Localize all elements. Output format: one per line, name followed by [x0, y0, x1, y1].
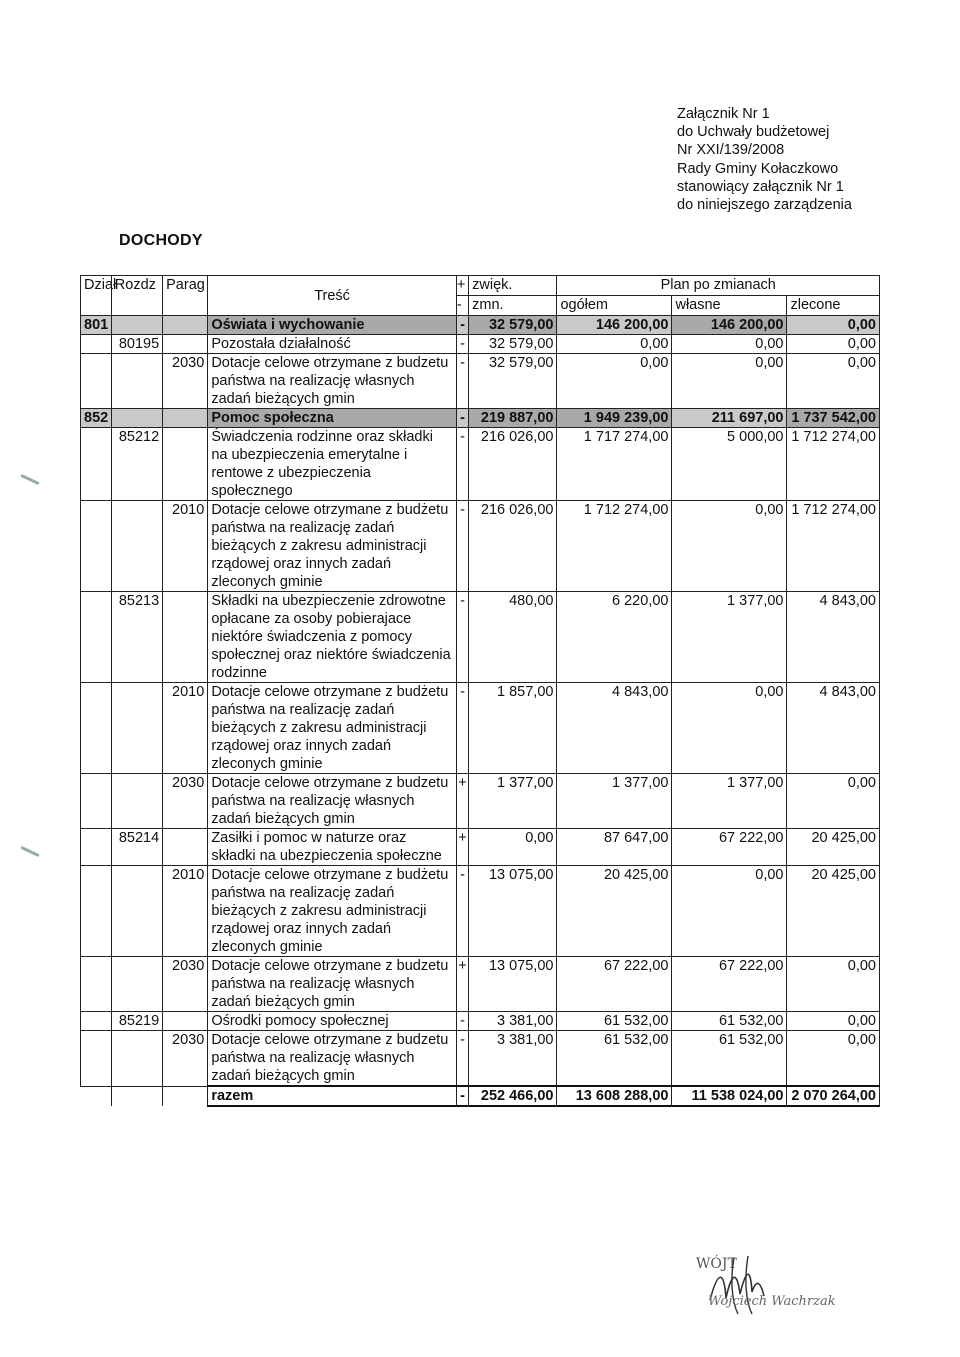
header-line: Załącznik Nr 1 [677, 106, 770, 122]
cell-dzial [81, 829, 112, 866]
cell-zmiana: 32 579,00 [469, 354, 557, 409]
cell-zlecone: 0,00 [787, 335, 880, 354]
table-row [81, 592, 880, 683]
cell-wlasne: 0,00 [672, 335, 787, 354]
table-row [81, 957, 880, 1012]
cell-parag: 2030 [163, 774, 208, 829]
table-row [81, 829, 880, 866]
document-title: DOCHODY [119, 232, 203, 249]
col-header-parag: Parag [163, 276, 208, 316]
header-line: do Uchwały budżetowej [677, 124, 830, 141]
cell-zlecone: 4 843,00 [787, 592, 880, 683]
total-zmiana: 252 466,00 [469, 1086, 557, 1106]
cell-wlasne: 146 200,00 [672, 316, 787, 335]
cell-ogolem: 1 712 274,00 [557, 501, 672, 592]
cell-zmiana: 1 377,00 [469, 774, 557, 829]
cell-parag: 2010 [163, 683, 208, 774]
cell-ogolem: 67 222,00 [557, 957, 672, 1012]
cell-zmiana: 480,00 [469, 592, 557, 683]
cell-dzial [81, 501, 112, 592]
cell-wlasne: 0,00 [672, 501, 787, 592]
total-wlasne: 11 538 024,00 [672, 1086, 787, 1106]
table-row [81, 683, 880, 774]
cell-parag: 2030 [163, 957, 208, 1012]
cell-ogolem: 1 717 274,00 [557, 428, 672, 501]
cell-zlecone: 0,00 [787, 774, 880, 829]
cell-zlecone: 0,00 [787, 1031, 880, 1087]
cell-ogolem: 61 532,00 [557, 1012, 672, 1031]
cell-parag: 2030 [163, 1031, 208, 1087]
cell-tresc: Dotacje celowe otrzymane z budżetu państwa na realizację zadań bieżących z zakresu administracji rządowej oraz innych zadań zleconych gminie [208, 683, 457, 774]
cell-wlasne: 0,00 [672, 683, 787, 774]
cell-sign: - [456, 335, 468, 354]
signature-title: WÓJT [696, 1256, 737, 1272]
cell-tresc: Pomoc społeczna [208, 409, 457, 428]
cell-sign: - [456, 501, 468, 592]
cell-zmiana: 3 381,00 [469, 1031, 557, 1087]
cell-sign: + [456, 829, 468, 866]
cell-rozdz: 85214 [111, 829, 162, 866]
cell-rozdz [111, 957, 162, 1012]
total-ogolem: 13 608 288,00 [557, 1086, 672, 1106]
signature-name: Wojciech Wachrzak [708, 1294, 836, 1309]
table-row [81, 501, 880, 592]
cell-wlasne: 0,00 [672, 354, 787, 409]
cell-ogolem: 87 647,00 [557, 829, 672, 866]
cell-tresc: Dotacje celowe otrzymane z budzetu państwa na realizację własnych zadań bieżących gmin [208, 354, 457, 409]
cell-wlasne: 67 222,00 [672, 829, 787, 866]
cell-zmiana: 32 579,00 [469, 316, 557, 335]
cell-sign: - [456, 683, 468, 774]
cell-ogolem: 61 532,00 [557, 1031, 672, 1087]
header-line: Rady Gminy Kołaczkowo [677, 160, 839, 177]
cell-sign: - [456, 428, 468, 501]
cell-zlecone: 1 712 274,00 [787, 501, 880, 592]
cell-rozdz [111, 1031, 162, 1087]
table-row-total [81, 1086, 880, 1106]
cell-parag: 2010 [163, 501, 208, 592]
cell-zmiana: 13 075,00 [469, 866, 557, 957]
header-row-1 [81, 276, 880, 296]
cell-sign: - [456, 1012, 468, 1031]
cell-wlasne: 0,00 [672, 866, 787, 957]
cell-dzial [81, 592, 112, 683]
cell-rozdz [111, 866, 162, 957]
cell-wlasne: 61 532,00 [672, 1031, 787, 1087]
cell-tresc: Świadczenia rodzinne oraz składki na ubezpieczenia emerytalne i rentowe z ubezpieczenia społecznego [208, 428, 457, 501]
cell-rozdz: 80195 [111, 335, 162, 354]
cell-parag: 2030 [163, 354, 208, 409]
cell-wlasne: 61 532,00 [672, 1012, 787, 1031]
cell-dzial: 852 [81, 409, 112, 428]
attachment-header [677, 105, 947, 214]
cell-ogolem: 1 949 239,00 [557, 409, 672, 428]
cell-sign: - [456, 592, 468, 683]
col-header-plus: + [456, 276, 468, 296]
cell-zmiana: 0,00 [469, 829, 557, 866]
cell-tresc: Dotacje celowe otrzymane z budżetu państwa na realizację zadań bieżących z zakresu administracji rządowej oraz innych zadań zleconych gminie [208, 501, 457, 592]
cell-sign: - [456, 866, 468, 957]
cell-zlecone: 4 843,00 [787, 683, 880, 774]
cell-tresc: Dotacje celowe otrzymane z budzetu państwa na realizację własnych zadań bieżących gmin [208, 957, 457, 1012]
cell-ogolem: 6 220,00 [557, 592, 672, 683]
cell-tresc: Dotacje celowe otrzymane z budzetu państwa na realizację własnych zadań bieżących gmin [208, 774, 457, 829]
cell-zlecone: 0,00 [787, 1012, 880, 1031]
cell-zlecone: 0,00 [787, 957, 880, 1012]
cell-sign: - [456, 316, 468, 335]
header-line: do niniejszego zarządzenia [677, 197, 852, 214]
cell-empty [111, 1086, 162, 1106]
table-row [81, 774, 880, 829]
cell-dzial [81, 774, 112, 829]
total-sign: - [456, 1086, 468, 1106]
table-row [81, 354, 880, 409]
cell-zmiana: 216 026,00 [469, 428, 557, 501]
cell-ogolem: 1 377,00 [557, 774, 672, 829]
cell-wlasne: 1 377,00 [672, 592, 787, 683]
cell-parag [163, 592, 208, 683]
cell-ogolem: 0,00 [557, 335, 672, 354]
cell-dzial [81, 354, 112, 409]
col-header-dzial: Dział [81, 276, 112, 316]
cell-rozdz [111, 316, 162, 335]
cell-dzial [81, 335, 112, 354]
col-header-zmn: zmn. [469, 296, 557, 316]
cell-dzial [81, 683, 112, 774]
cell-tresc: Składki na ubezpieczenie zdrowotne opłacane za osoby pobierajace niektóre świadczenia z pomocy społecznej oraz niektóre świadczenia rodzinne [208, 592, 457, 683]
table-row [81, 428, 880, 501]
cell-rozdz [111, 774, 162, 829]
header-line: stanowiący załącznik Nr 1 [677, 178, 844, 195]
cell-rozdz: 85219 [111, 1012, 162, 1031]
col-header-tresc: Treść [208, 276, 457, 316]
col-header-plan: Plan po zmianach [557, 276, 880, 296]
cell-zlecone: 0,00 [787, 354, 880, 409]
cell-parag [163, 335, 208, 354]
cell-sign: - [456, 1031, 468, 1087]
cell-sign: + [456, 957, 468, 1012]
scan-mark [20, 474, 39, 485]
cell-dzial [81, 866, 112, 957]
cell-tresc: Oświata i wychowanie [208, 316, 457, 335]
col-header-rozdz: Rozdz [111, 276, 162, 316]
cell-parag [163, 409, 208, 428]
total-label: razem [208, 1086, 457, 1106]
cell-sign: + [456, 774, 468, 829]
cell-rozdz [111, 683, 162, 774]
cell-zmiana: 13 075,00 [469, 957, 557, 1012]
scan-mark [20, 846, 39, 857]
cell-parag [163, 428, 208, 501]
cell-tresc: Dotacje celowe otrzymane z budzetu państwa na realizację własnych zadań bieżących gmin [208, 1031, 457, 1087]
cell-tresc: Zasiłki i pomoc w naturze oraz składki na ubezpieczenia społeczne [208, 829, 457, 866]
cell-zlecone: 0,00 [787, 316, 880, 335]
cell-wlasne: 211 697,00 [672, 409, 787, 428]
cell-parag: 2010 [163, 866, 208, 957]
total-zlecone: 2 070 264,00 [787, 1086, 880, 1106]
cell-ogolem: 20 425,00 [557, 866, 672, 957]
col-header-zlecone: zlecone [787, 296, 880, 316]
table-row [81, 335, 880, 354]
cell-wlasne: 5 000,00 [672, 428, 787, 501]
cell-parag [163, 829, 208, 866]
cell-zmiana: 3 381,00 [469, 1012, 557, 1031]
cell-rozdz: 85213 [111, 592, 162, 683]
cell-zlecone: 1 712 274,00 [787, 428, 880, 501]
cell-zmiana: 1 857,00 [469, 683, 557, 774]
cell-dzial [81, 957, 112, 1012]
cell-zmiana: 32 579,00 [469, 335, 557, 354]
cell-wlasne: 1 377,00 [672, 774, 787, 829]
table-row [81, 1012, 880, 1031]
cell-dzial [81, 428, 112, 501]
cell-zlecone: 1 737 542,00 [787, 409, 880, 428]
handwritten-signature-icon [690, 1250, 810, 1320]
cell-sign: - [456, 409, 468, 428]
cell-dzial [81, 1012, 112, 1031]
cell-tresc: Pozostała działalność [208, 335, 457, 354]
cell-ogolem: 146 200,00 [557, 316, 672, 335]
table-row [81, 1031, 880, 1087]
cell-zmiana: 216 026,00 [469, 501, 557, 592]
col-header-minus: - [456, 296, 468, 316]
cell-tresc: Dotacje celowe otrzymane z budżetu państwa na realizację zadań bieżących z zakresu administracji rządowej oraz innych zadań zleconych gminie [208, 866, 457, 957]
cell-dzial: 801 [81, 316, 112, 335]
cell-rozdz [111, 354, 162, 409]
table-row-section [81, 316, 880, 335]
cell-empty [163, 1086, 208, 1106]
col-header-zwiek: zwięk. [469, 276, 557, 296]
cell-zlecone: 20 425,00 [787, 866, 880, 957]
col-header-ogolem: ogółem [557, 296, 672, 316]
cell-zlecone: 20 425,00 [787, 829, 880, 866]
header-line: Nr XXI/139/2008 [677, 142, 785, 159]
cell-wlasne: 67 222,00 [672, 957, 787, 1012]
cell-ogolem: 0,00 [557, 354, 672, 409]
table-row-section [81, 409, 880, 428]
col-header-wlasne: własne [672, 296, 787, 316]
cell-dzial [81, 1031, 112, 1087]
table-row [81, 866, 880, 957]
cell-rozdz [111, 409, 162, 428]
budget-table [80, 275, 880, 1107]
cell-parag [163, 1012, 208, 1031]
cell-tresc: Ośrodki pomocy społecznej [208, 1012, 457, 1031]
cell-ogolem: 4 843,00 [557, 683, 672, 774]
cell-zmiana: 219 887,00 [469, 409, 557, 428]
cell-rozdz [111, 501, 162, 592]
cell-rozdz: 85212 [111, 428, 162, 501]
cell-empty [81, 1086, 112, 1106]
cell-sign: - [456, 354, 468, 409]
cell-parag [163, 316, 208, 335]
